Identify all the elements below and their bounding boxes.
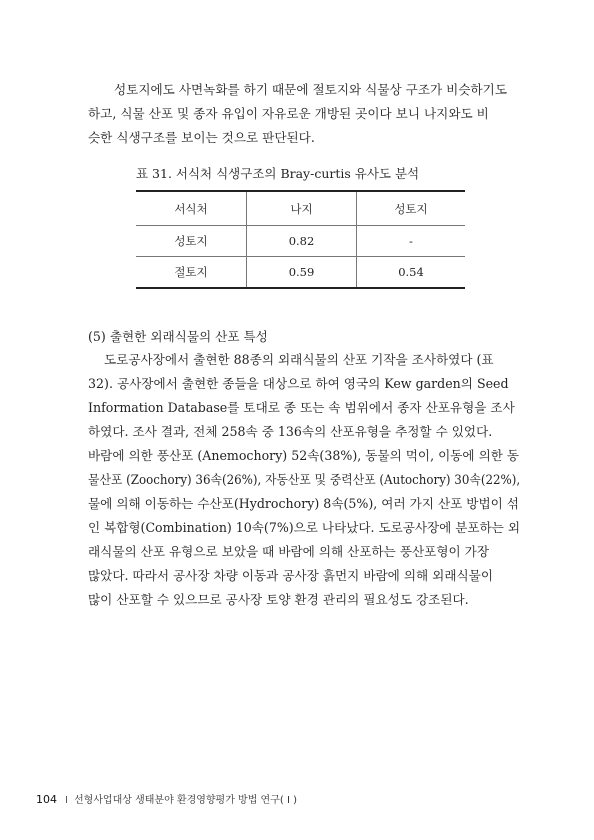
table-row bbox=[136, 226, 465, 257]
text-line: Information Database를 토대로 종 또는 속 범위에서 종자 산포유형을 조사 bbox=[88, 400, 515, 415]
table-cell: 0.54 bbox=[357, 257, 466, 289]
table-row bbox=[136, 257, 465, 289]
running-title: 선형사업대상 생태분야 환경영향평가 방법 연구( I ) bbox=[73, 795, 297, 806]
text-line: 하였다. 조사 결과, 전체 258속 중 136속의 산포유형을 추정할 수 있었다. bbox=[88, 424, 493, 439]
text-line: 32). 공사장에서 출현한 종들을 대상으로 하여 영국의 Kew garden의 Seed bbox=[88, 376, 509, 391]
intro-paragraph bbox=[88, 78, 520, 150]
text-line: 물에 의해 이동하는 수산포(Hydrochory) 8속(5%), 여러 가지 산포 방법이 섞 bbox=[88, 496, 519, 511]
text-line: 물산포 (Zoochory) 36속(26%), 자동산포 및 중력산포 (Autochory) 30속(22%), bbox=[88, 472, 521, 487]
text-line: 바람에 의한 풍산포 (Anemochory) 52속(38%), 동물의 먹이, 이동에 의한 동 bbox=[88, 448, 520, 463]
table-caption: 표 31. 서식처 식생구조의 Bray-curtis 유사도 분석 bbox=[136, 166, 420, 181]
footer-separator: I bbox=[65, 795, 68, 806]
page-footer bbox=[36, 791, 297, 806]
table-header-cell: 나지 bbox=[247, 191, 357, 226]
text-line: 많이 산포할 수 있으므로 공사장 토양 환경 관리의 필요성도 강조된다. bbox=[88, 592, 469, 607]
text-line: 인 복합형(Combination) 10속(7%)으로 나타났다. 도로공사장에 분포하는 외 bbox=[88, 520, 520, 535]
table-cell: 성토지 bbox=[136, 226, 247, 257]
text-line: 래식물의 산포 유형으로 보았을 때 바람에 의해 산포하는 풍산포형이 가장 bbox=[88, 544, 489, 559]
table-header-cell: 성토지 bbox=[357, 191, 466, 226]
table-cell: - bbox=[357, 226, 466, 257]
table-cell: 절토지 bbox=[136, 257, 247, 289]
text-line: 슷한 식생구조를 보이는 것으로 판단된다. bbox=[88, 130, 315, 145]
table-header-row bbox=[136, 191, 465, 226]
text-line: 많았다. 따라서 공사장 차량 이동과 공사장 흙먼지 바람에 의해 외래식물이 bbox=[88, 568, 493, 583]
section-title: (5) 출현한 외래식물의 산포 특성 bbox=[88, 329, 268, 344]
text-line: 성토지에도 사면녹화를 하기 때문에 절토지와 식물상 구조가 비슷하기도 bbox=[114, 82, 507, 97]
text-line: 도로공사장에서 출현한 88종의 외래식물의 산포 기작을 조사하였다 (표 bbox=[104, 352, 494, 367]
table-cell: 0.59 bbox=[247, 257, 357, 289]
table-cell: 0.82 bbox=[247, 226, 357, 257]
page-number: 104 bbox=[36, 793, 57, 806]
body-paragraph bbox=[88, 348, 520, 612]
table-header-cell: 서식처 bbox=[136, 191, 247, 226]
similarity-table bbox=[136, 190, 465, 289]
text-line: 하고, 식물 산포 및 종자 유입이 자유로운 개방된 곳이다 보니 나지와도 비 bbox=[88, 106, 489, 121]
